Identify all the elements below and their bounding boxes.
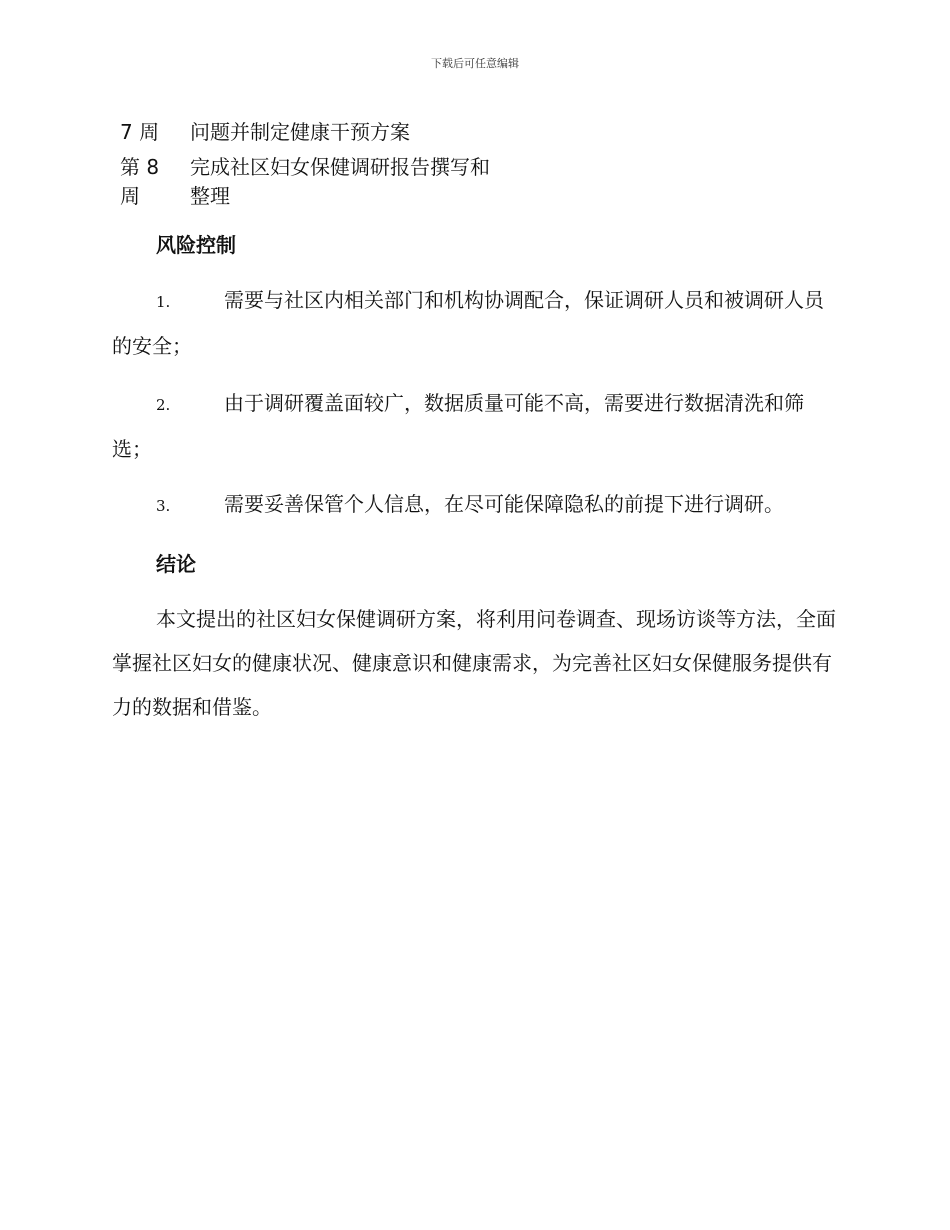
list-item-text: 需要妥善保管个人信息，在尽可能保障隐私的前提下进行调研。 (224, 492, 784, 516)
list-item-text: 需要与社区内相关部门和机构协调配合，保证调研人员和被调研人员的安全； (112, 288, 824, 358)
table-row (120, 118, 540, 147)
table-cell-task: 问题并制定健康干预方案 (190, 120, 410, 144)
list-item (112, 482, 837, 528)
list-item-number: 1. (156, 293, 171, 311)
list-item (112, 278, 837, 368)
table-cell-week: 第 8 周 (120, 155, 160, 208)
section-heading-conclusion: 结论 (156, 552, 196, 576)
conclusion-paragraph: 本文提出的社区妇女保健调研方案，将利用问卷调查、现场访谈等方法，全面掌握社区妇女的健康状况、健康意识和健康需求，为完善社区妇女保健服务提供有力的数据和借鉴。 (112, 607, 836, 719)
page-header: 下载后可任意编辑 (431, 57, 519, 70)
list-item-number: 2. (156, 396, 171, 414)
table-cell-week: 7 周 (120, 120, 160, 144)
table-cell-task: 完成社区妇女保健调研报告撰写和整理 (190, 155, 490, 208)
list-item-number: 3. (156, 497, 171, 515)
list-item (112, 381, 837, 471)
section-heading-risk-control: 风险控制 (156, 233, 236, 257)
schedule-table-fragment (120, 118, 540, 211)
table-row (120, 153, 540, 211)
list-item-text: 由于调研覆盖面较广，数据质量可能不高，需要进行数据清洗和筛选； (112, 391, 804, 461)
